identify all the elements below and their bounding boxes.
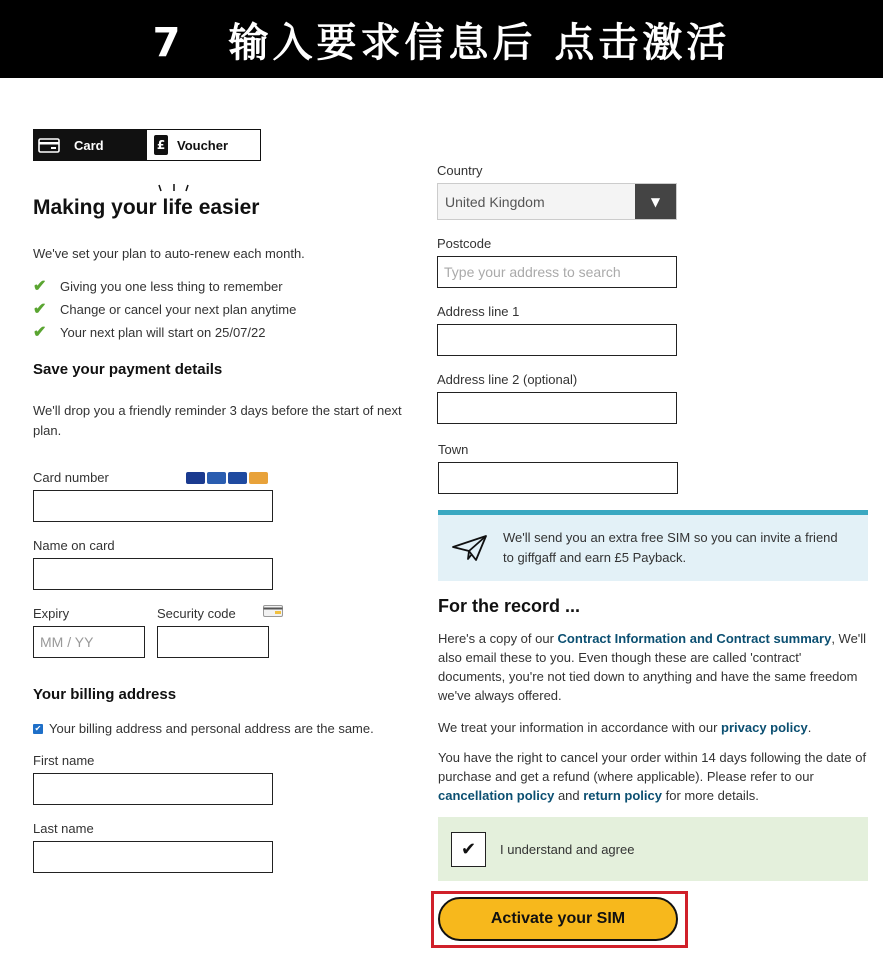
expiry-label: Expiry xyxy=(33,606,70,621)
address-line1-input[interactable] xyxy=(437,324,677,356)
address-line2-input[interactable] xyxy=(437,392,677,424)
agree-checkbox[interactable] xyxy=(451,832,486,867)
town-label: Town xyxy=(438,442,469,457)
mastercard-icon xyxy=(249,472,268,484)
cancellation-policy-link[interactable]: cancellation policy xyxy=(438,788,555,803)
benefit-item xyxy=(33,322,266,342)
name-on-card-input[interactable] xyxy=(33,558,273,590)
tab-card[interactable] xyxy=(34,130,147,160)
same-address-label: Your billing address and personal address are the same. xyxy=(49,721,374,736)
record-heading: For the record ... xyxy=(438,596,581,616)
benefit-item xyxy=(33,276,283,296)
country-select[interactable] xyxy=(437,183,677,220)
privacy-text-pre: We treat your information in accordance with our xyxy=(438,720,722,735)
voucher-icon xyxy=(153,134,169,156)
page-title: Making your life easier xyxy=(33,196,260,219)
billing-heading: Your billing address xyxy=(33,686,177,703)
expiry-input[interactable] xyxy=(33,626,145,658)
same-address-row xyxy=(33,721,374,736)
privacy-text-post: . xyxy=(807,720,812,735)
security-code-label: Security code xyxy=(157,606,236,621)
security-code-card-icon xyxy=(263,605,283,617)
first-name-input[interactable] xyxy=(33,773,273,805)
tab-card-label: Card xyxy=(74,137,104,153)
cancel-text-mid: and xyxy=(554,788,584,803)
contract-paragraph xyxy=(438,629,868,705)
benefit-item xyxy=(33,299,296,319)
contract-summary-link[interactable]: Contract Information and Contract summary xyxy=(557,631,832,646)
cancel-text-pre: You have the right to cancel your order within 14 days following the date of purchase and get a refund (where applicable). Please refer to our xyxy=(438,750,867,784)
svg-text:£: £ xyxy=(156,138,166,152)
paper-plane-icon xyxy=(451,533,489,563)
instruction-banner xyxy=(0,0,883,78)
benefit-text: Your next plan will start on 25/07/22 xyxy=(60,324,266,340)
visa-electron-icon xyxy=(228,472,247,484)
contract-text-post: , We'll also email these to you. Even though these are called 'contract' documents, you're not tied down to anything and have the same freedom we've always offered. xyxy=(438,631,867,703)
name-on-card-label: Name on card xyxy=(33,538,115,553)
visa-icon xyxy=(186,472,205,484)
payment-method-tabs xyxy=(33,129,261,161)
tab-voucher-label: Voucher xyxy=(176,137,229,153)
first-name-label: First name xyxy=(33,753,95,768)
last-name-input[interactable] xyxy=(33,841,273,873)
last-name-label: Last name xyxy=(33,821,94,836)
activate-sim-button[interactable]: Activate your SIM xyxy=(438,897,678,941)
country-value: United Kingdom xyxy=(438,184,635,219)
address-line2-label: Address line 2 (optional) xyxy=(437,372,578,387)
checkmark-icon: ✔ xyxy=(33,278,47,295)
checkmark-icon: ✔ xyxy=(33,301,47,318)
tab-voucher[interactable] xyxy=(147,130,260,160)
check-icon: ✔ xyxy=(460,838,477,860)
postcode-label: Postcode xyxy=(437,236,492,251)
country-label: Country xyxy=(437,163,483,178)
agree-label: I understand and agree xyxy=(500,841,635,857)
expiry-placeholder: MM / YY xyxy=(40,634,94,650)
agree-box xyxy=(438,817,868,881)
contract-text-pre: Here's a copy of our xyxy=(438,631,558,646)
cancel-text-post: for more details. xyxy=(662,788,759,803)
cancellation-paragraph xyxy=(438,748,868,805)
privacy-policy-link[interactable]: privacy policy xyxy=(721,720,808,735)
payment-heading: Save your payment details xyxy=(33,361,223,378)
security-code-input[interactable] xyxy=(157,626,269,658)
privacy-paragraph xyxy=(438,718,868,737)
card-number-label: Card number xyxy=(33,470,109,485)
free-sim-info-box xyxy=(438,510,868,581)
checkmark-icon: ✔ xyxy=(33,324,47,341)
visa-debit-icon xyxy=(207,472,226,484)
card-brand-logos xyxy=(186,472,270,484)
reminder-text: We'll drop you a friendly reminder 3 days before the start of next plan. xyxy=(33,403,402,438)
chevron-down-icon[interactable]: ▼ xyxy=(635,184,676,219)
credit-card-icon xyxy=(38,137,60,153)
same-address-checkbox[interactable]: ✔ xyxy=(34,724,42,733)
benefit-text: Giving you one less thing to remember xyxy=(60,278,283,294)
address-line1-label: Address line 1 xyxy=(437,304,520,319)
postcode-search-input[interactable] xyxy=(437,256,677,288)
banner-text: 7 输入要求信息后 点击激活 xyxy=(152,19,731,66)
return-policy-link[interactable]: return policy xyxy=(583,788,662,803)
town-input[interactable] xyxy=(438,462,678,494)
benefit-text: Change or cancel your next plan anytime xyxy=(60,301,297,317)
sparkle-icon xyxy=(155,182,191,194)
card-number-input[interactable] xyxy=(33,490,273,522)
free-sim-text: We'll send you an extra free SIM so you can invite a friend to giffgaff and earn £5 Payback. xyxy=(503,530,838,565)
postcode-placeholder: Type your address to search xyxy=(444,264,621,280)
auto-renew-text: We've set your plan to auto-renew each month. xyxy=(33,246,305,261)
